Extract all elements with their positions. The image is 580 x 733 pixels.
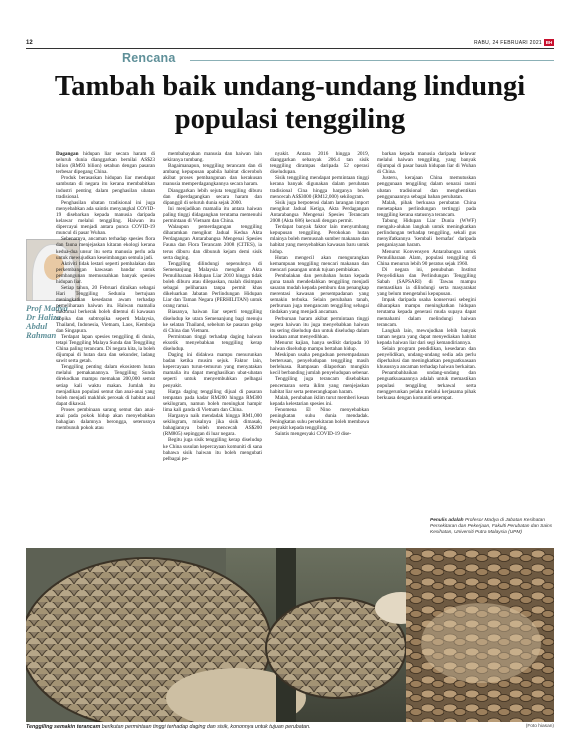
article-paragraph: Tabung Hidupan Liar Dunia (WWF) mengalu-alukan langkah untuk meningkatkan perlindungan terhadap tenggiling, sekali gus menyifatkannya 'kembali bernafas' daripada penganiayaan haram. <box>377 218 476 249</box>
article-column-4 <box>377 151 476 513</box>
article-column-2 <box>163 151 262 462</box>
article-paragraph: Dagangan hidupan liar secara haram di seluruh dunia dianggarkan bernilai AS$23 bilion (RM93 bilion) setahun dengan pasaran terbesar dipegang China. <box>56 151 155 176</box>
article-paragraph: Meskipun usaha pengaduan persempadanan berterusan, penyeludupan tenggiling masih berleluasa. Rampasan dilaporkan mungkin kecil berbanding jumlah penyeludupan sebenar. <box>270 352 369 377</box>
article-paragraph: Pembalakan dan perubahan hutan kepada guna tanah mendedahkan tenggiling menjadi sasaran mudah kepada pemburu dan penangkap merentasi kawasan persempadanan yang semakin terbuka. Selain perubahan tanah, perburuan juga mengancam tenggiling sebagai tindakan yang menjadi ancaman. <box>270 272 369 316</box>
photo-caption: Tenggiling semakin terancam berikutan permintaan tinggi terhadap daging dan sisik, kononnya untuk tujuan perubatan. <box>26 724 311 730</box>
header-divider <box>26 48 554 49</box>
article-paragraph: Ini menjadikan mamalia itu antara haiwan paling tinggi didagangkan terutama memenuhi permintaan di Vietnam dan China. <box>163 205 262 225</box>
article-paragraph: Sisik tenggiling mendapat permintaan tinggi kerana banyak digunakan dalam perubatan tradisional Cina hingga harganya boleh mencecah AS$3000 (RM12,000) sekilogram. <box>270 175 369 200</box>
lead-word: Dagangan <box>56 151 84 157</box>
section-rubric: Rencana <box>122 51 176 65</box>
article-paragraph: Tenggiling juga terancam disebabkan pencemaran serta iklim yang menjejaskan habitat liar serta pemerangkapan haram. <box>270 376 369 395</box>
article-headline: Tambah baik undang-undang lindungi populasi tenggiling <box>54 71 526 135</box>
article-paragraph: Fenomena El Nino menyebabkan peningkatan suhu dunia mendadak. Peningkatan suhu persekitaran boleh membawa penyakit kepada tenggiling. <box>270 406 369 432</box>
article-column-1 <box>56 151 155 431</box>
article-column-3 <box>270 151 369 437</box>
article-paragraph: Daging ini didakwa mampu menurunkan badan ketika musim sejuk. Faktor lain, kepercayaan turun-temurun yang menyatakan mamalia itu dapat menghasilkan ubat-ubatan seperti untuk menyembuhkan pelbagai penyakit. <box>163 352 262 389</box>
issue-date: RABU, 24 FEBRUARI 2021 <box>473 40 542 46</box>
article-paragraph: Menurut Konvensyen Antarabangsa untuk Pemuliharaan Alam, populasi tenggiling di China menurun lebih 90 peratus sejak 1960. <box>377 248 476 267</box>
article-paragraph: Perburuan haram akibat permintaan tinggi segera haiwan itu juga menyebabkan haiwan itu sering diseludup dan untuk diseludup dalam keadaan amat menyedihkan. <box>270 315 369 340</box>
article-paragraph: Justeru, kerajaan China memutuskan penggunaan tenggiling dalam senarai rasmi ubatan tradisional dan menghentikan penggunaannya sebagai bahan perubatan. <box>377 175 476 200</box>
article-paragraph: Tenggiling dilindungi sepenuhnya di Semenanjung Malaysia mengikut Akta Pemuliharaan Hidupan Liar 2010 hingga tidak boleh diburu atau dilepaskan, malah disimpan sebagai peliharaan tanpa permit khas dikeluarkan Jabatan Perlindungan Hidupan Liar dan Taman Negara (PERHILITAN) untuk orang ramai. <box>163 260 262 310</box>
article-paragraph: Selain program pendidikan, kesedaran dan penyelidikan, undang-undang sedia ada perlu diperhalusi dan meningkatkan penguatkuasaan khususnya ancaman terhadap haiwan berkaitan. <box>377 346 476 371</box>
article-paragraph: Setiap tahun, 20 Februari diraikan sebagai Hari Tenggiling Sedunia bertujuan meningkatkan kesedaran awam terhadap pemeliharaan haiwan itu. Haiwan mamalia nokturnal berkerak boleh ditemui di kawasan tropika dan subtropika seperti Malaysia, Thailand, Indonesia, Vietnam, Laos, Kemboja dan Singapura. <box>56 285 155 334</box>
article-body <box>26 151 554 543</box>
article-paragraph: Penambahbaikan undang-undang dan penguatkuasaannya adalah untuk memastikan populasi tenggiling terkawal serta menggerunkan pelaku melalui kerjasama pihak berkuasa dengan komuniti setempat. <box>377 370 476 401</box>
article-paragraph: Impak daripada usaha konservasi sebegini diharapkan mampu meningkatkan hidupan terutama kepada generasi muda supaya dapat memahami dalam melindungi haiwan terancam. <box>377 297 476 328</box>
author-name: Prof Madya Dr Haliza Abdul Rahman <box>26 303 68 340</box>
article-paragraph: Terdapat banyak faktor lain menyumbang kepupusan tenggiling. Perokokan hutan mlainya boleh memusnah sumber makanan dan habitat yang menyebabkan kawasan baru untuk hidup. <box>270 224 369 255</box>
article-paragraph: barkan kepada manusia daripada kelawar melalui haiwan tenggiling, yang banyak dijumpai di pasar basah hidupan liar di Wuhan di China. <box>377 151 476 176</box>
pangolin-illustration <box>26 548 554 722</box>
newspaper-logo: BH <box>545 40 553 45</box>
article-paragraph: Begitu juga sisik tenggiling kerap diseludup ke China susulan kepercayaan komuniti di sana bahawa sisik haiwan itu boleh mengubati pelbagai pe- <box>163 437 262 462</box>
article-paragraph: Tenggiling penting dalam ekosistem hutan melalui pemakanannya. Tenggiling Sunda direkodkan mampu memakan 200,000 semut setiap kali waktu makan. Jumlah itu menjadikan populasi semut dan anai-anai yang boleh menjadi makhluk perosak di habitat asal dapat dikawal. <box>56 364 155 407</box>
article-paragraph: Malah, perubahan iklim turut memberi kesan kepada kelestarian spesies ini. <box>270 394 369 407</box>
article-paragraph: Biasanya, haiwan liar seperti tenggiling diseludup ke utara Semenanjung bagi menuju ke selatan Thailand, sebelum ke pasaran gelap di China dan Vietnam. <box>163 309 262 334</box>
article-paragraph: Proses pembinaan sarang semut dan anai-anai pada pokok hidup akan menyebabkan bahagian dalamnya berongga, seterusnya membunuh pokok atau <box>56 406 155 432</box>
article-paragraph: Di negara ini, penubuhan Institut Penyelidikan dan Perlindungan Tenggiling Sabah (SAPSARI) di Tawau mampu memastikan ia dilindungi serta masyarakat yang belum mengetahui kepupusan. <box>377 266 476 298</box>
article-paragraph: Terdapat lapan spesies tenggiling di dunia, tetapi Tenggiling Malaya Sunda dan Tenggiling China paling terancam. Di negara kita, ia boleh dijumpai di hutan dara dan sekunder, ladang sawit serta getah. <box>56 333 155 365</box>
page-number: 12 <box>26 40 33 46</box>
article-paragraph: Hutan mengecil akan mengurangkan kemampuan tenggiling mencari makanan dan mencari pasangan untuk tujuan pembiakan. <box>270 254 369 273</box>
article-paragraph: Sisik juga berpotensi dalam larangan import mengikut Jadual Ketiga, Akta Perdagangan Antarabangsa Mengenai Spesies Terancam 2008 (Akta 686) kecuali dengan permit. <box>270 199 369 225</box>
article-paragraph: Permintaan tinggi terhadap daging haiwan eksotik menyebabkan tenggiling kerap diseludup. <box>163 333 262 352</box>
article-paragraph: Penghasilan ubatan tradisional ini juga menyebabkan ada saintis menyangkal COVID-19 disebarkan kepada manusia daripada kelawar melalui tenggiling. Haiwan itu dipercayai menjadi antara punca COVID-19 muncul di pasar Wuhan. <box>56 199 155 237</box>
pangolin-photo <box>26 548 554 722</box>
author-bio: Penulis adalah Profesor Madya di Jabatan Kesihatan Persekitaran dan Pekerjaan, Fakulti Perubatan dan Sains Kesihatan, Universiti Putra Malaysia (UPM) <box>430 518 553 535</box>
article-paragraph: Harga daging tenggiling dijual di pasaran tempatan pada kadar RM200 hingga RM300 sekilogram, namun boleh meningkat hampir lima kali ganda di Vietnam dan China. <box>163 388 262 413</box>
rubric-divider <box>190 60 554 61</box>
article-paragraph: Bagaimanapun, tenggiling terancam dan di ambang kepupusan apabila habitat diceroboh akibat proses pembangunan dan kerakusan manusia memperdagangkannya secara haram. <box>163 163 262 188</box>
article-paragraph: Harganya naik mendadak hingga RM1,000 sekilogram, misalnya jika sisik dimasak, bahagiannya boleh mencecah AS$200 (RM805) sepinggan di luar negara. <box>163 413 262 438</box>
article-paragraph: Malah, pihak berkuasa perubatan China menetapkan perlindungan tertinggi pada tenggiling kerana statusnya terancam. <box>377 199 476 218</box>
article-paragraph: Saintis mengesyaki COVID-19 dise- <box>275 431 352 438</box>
article-paragraph: Menurut kajian, hanya sedikit daripada 10 haiwan diseludup mampu bertahan hidup. <box>270 339 369 352</box>
article-paragraph: Produk berasaskan hidupan liar mendapat sambutan di negara itu kerana membabitkan industri penting dalam penghasilan ubatan tradisional. <box>56 175 155 200</box>
article-paragraph: nyakit. Antara 2016 hingga 2019, dianggarkan sebanyak 206.4 tan sisik tenggiling dirampas daripada 52 operasi diseludupan. <box>270 151 369 176</box>
article-paragraph: Langkah lain, mewujudkan lebih banyak taman negara yang dapat menyediakan habitat kepada haiwan liar dari segi kemandiriannya. <box>377 327 476 346</box>
article-paragraph: Sebenarnya, ancaman terhadap spesies flora dan fauna menjejaskan kitaran ekologi kerana kedua-dua unsur itu serta manusia perlu ada untuk mewujudkan keseimbangan semula jadi. <box>56 236 155 261</box>
article-paragraph: Aktiviti tidak lestari seperti pembalakan dan perkembangan kawasan bandar untuk pembangunan memusnahkan banyak spesies hidupan liar. <box>56 260 155 285</box>
article-paragraph: Dianggarkan lebih sejuta tenggiling diburu dan diperdagangkan secara haram dan dipanggil di seluruh dunia sejak 2000. <box>163 187 262 206</box>
article-paragraph: membahayakan manusia dan haiwan lain sekiranya tumbang. <box>163 151 262 164</box>
article-paragraph: Walaupun pemerdagangan tenggiling diharamkan mengikut Jadual Kedua Akta Perdagangan Antarabangsa Mengenai Spesies Fauna dan Flora Terancam 2008 (CITES), ia terus diburu dan dibunuh kejam demi sisik serta daging. <box>163 224 262 261</box>
photo-credit: (Foto hiasan) <box>525 724 554 729</box>
